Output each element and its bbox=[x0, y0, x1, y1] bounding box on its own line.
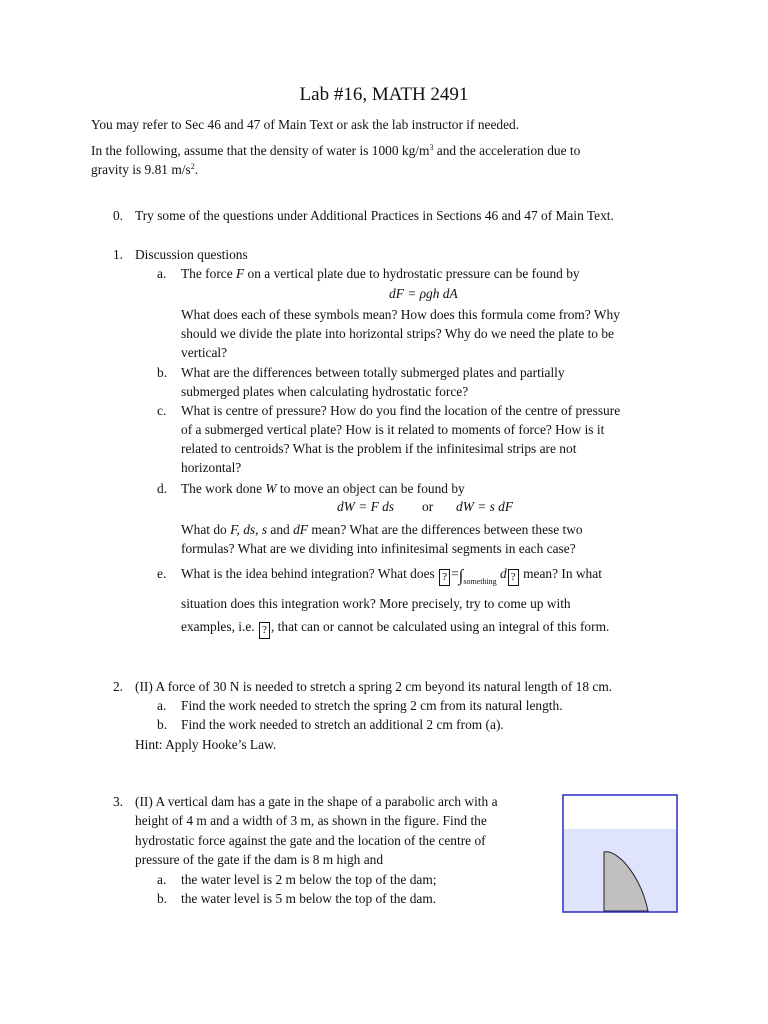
page-title: Lab #16, MATH 2491 bbox=[299, 84, 469, 105]
intro-assumption-line1: In the following, assume that the density of water is 1000 $kg/m^3$ and the acceleration due to bbox=[91, 143, 581, 158]
q1a-line1: The force F on a vertical plate due to hydrostatic pressure can be found by bbox=[181, 266, 580, 281]
q1d-line2: What do F, ds, s and dF mean? What are the differences between these two bbox=[181, 522, 583, 537]
q1a-formula: dF = ρgh dA bbox=[389, 286, 458, 301]
q1b-line2: submerged plates when calculating hydrostatic force? bbox=[181, 384, 469, 399]
q1a-label: a. bbox=[157, 266, 167, 281]
q3a-text: the water level is 2 m below the top of the dam; bbox=[181, 872, 437, 887]
q1c-line4: horizontal? bbox=[181, 460, 242, 475]
integral-sign: ∫ bbox=[458, 566, 464, 585]
q2-number: 2. bbox=[112, 679, 123, 694]
q1d-line1: The work done W to move an object can be found by bbox=[181, 481, 465, 496]
q0-number: 0. bbox=[112, 208, 123, 223]
intro-reference: You may refer to Sec 46 and 47 of Main Text or ask the lab instructor if needed. bbox=[91, 117, 520, 132]
q1-heading: Discussion questions bbox=[135, 247, 248, 262]
q3-line1: (II) A vertical dam has a gate in the shape of a parabolic arch with a bbox=[135, 794, 498, 809]
q1e-line2: situation does this integration work? More precisely, try to come up with bbox=[181, 596, 571, 611]
q3-line2: height of 4 m and a width of 3 m, as shown in the figure. Find the bbox=[135, 813, 487, 828]
q1d-label: d. bbox=[157, 481, 168, 496]
placeholder-box: ? bbox=[259, 622, 270, 639]
q2-text: (II) A force of 30 N is needed to stretch a spring 2 cm beyond its natural length of 18 cm. bbox=[135, 679, 613, 694]
q2-hint: Hint: Apply Hooke’s Law. bbox=[135, 737, 277, 752]
q1d-line3: formulas? What are we dividing into infinitesimal segments in each case? bbox=[181, 541, 576, 556]
q1e-line1: What is the idea behind integration? What does ? $=\int_{something}$ d ? mean? In what bbox=[181, 566, 602, 586]
q1c-line3: related to centroids? What is the problem if the infinitesimal strips are not bbox=[181, 441, 577, 456]
q1e-line3: examples, i.e. ? , that can or cannot be calculated using an integral of this form. bbox=[181, 619, 609, 639]
q3b-text: the water level is 5 m below the top of the dam. bbox=[181, 891, 437, 906]
q1d-or: or bbox=[422, 499, 434, 514]
q1c-line2: of a submerged vertical plate? How is it related to moments of force? How is it bbox=[181, 422, 605, 437]
intro-assumption-line2: gravity is 9.81 $m/s^2$. bbox=[91, 162, 199, 177]
q3-number: 3. bbox=[112, 794, 123, 809]
q1d-formula1: dW = F ds bbox=[337, 499, 395, 514]
q0-text: Try some of the questions under Additional Practices in Sections 46 and 47 of Main Text. bbox=[135, 208, 614, 223]
q1c-line1: What is centre of pressure? How do you find the location of the centre of pressure bbox=[181, 403, 621, 418]
q1c-label: c. bbox=[157, 403, 167, 418]
q1d-formula2: dW = s dF bbox=[456, 499, 514, 514]
q1b-line1: What are the differences between totally submerged plates and partially bbox=[181, 365, 565, 380]
q3-line3: hydrostatic force against the gate and the location of the centre of bbox=[135, 833, 486, 848]
placeholder-box: ? bbox=[439, 569, 450, 586]
q3b-label: b. bbox=[157, 891, 168, 906]
q2b-text: Find the work needed to stretch an additional 2 cm from (a). bbox=[181, 717, 504, 732]
q1a-line2: What does each of these symbols mean? How does this formula come from? Why bbox=[181, 307, 620, 322]
q2a-text: Find the work needed to stretch the spring 2 cm from its natural length. bbox=[181, 698, 563, 713]
q1a-line3: should we divide the plate into horizontal strips? Why do we need the plate to be bbox=[181, 326, 614, 341]
placeholder-box: ? bbox=[508, 569, 519, 586]
q2a-label: a. bbox=[157, 698, 167, 713]
q1-number: 1. bbox=[112, 247, 123, 262]
q1a-line4: vertical? bbox=[181, 345, 228, 360]
q3-line4: pressure of the gate if the dam is 8 m high and bbox=[135, 852, 384, 867]
q2b-label: b. bbox=[157, 717, 168, 732]
q1b-label: b. bbox=[157, 365, 168, 380]
q1e-label: e. bbox=[157, 566, 167, 581]
dam-gate-figure bbox=[562, 794, 678, 914]
integral-subscript: something bbox=[463, 577, 497, 586]
q3a-label: a. bbox=[157, 872, 167, 887]
